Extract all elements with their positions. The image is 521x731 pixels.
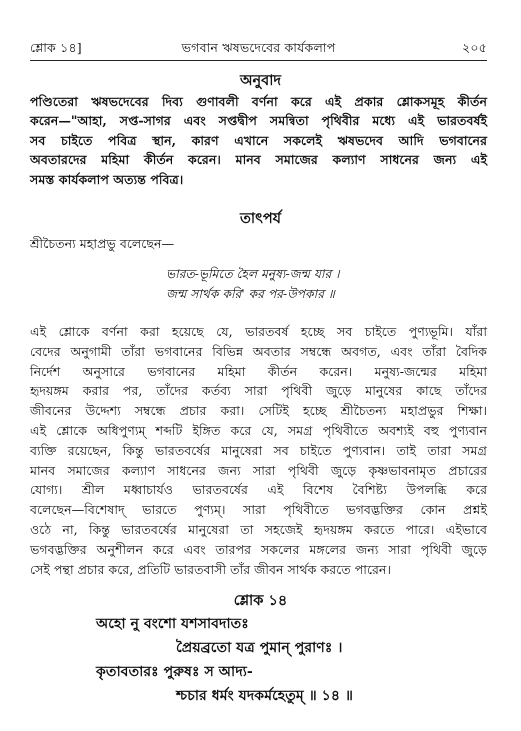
purport-line: বেদের অনুগামী তাঁরা ভগবানের বিভিন্ন অবতার সম্বন্ধে অবগত, এবং তাঁরা বৈদিক [30,343,487,359]
purport-line: এই শ্লোকে অধিপুণ্যম্ শব্দটি ইঙ্গিত করে যে, সমগ্র পৃথিবীতে অবশ্যই বহু পুণ্যবান [30,422,487,438]
purport-line: এই শ্লোকে বর্ণনা করা হয়েছে যে, ভারতবর্ষ হচ্ছে সব চাইতে পুণ্যভূমি। যাঁরা [30,324,487,339]
verse-line: কৃতাবতারঃ পুরুষঃ স আদ্য- [96,664,253,680]
translation-heading: অনুবাদ [239,72,282,89]
purport-quote [166,264,340,304]
purport-line: ব্যক্তি রয়েছেন, কিন্তু ভারতবর্ষের মানুষেরা সব চাইতে পুণ্যবান। তাই তারা সমগ্র [30,442,487,458]
purport-line: ভগবদ্ভক্তির অনুশীলন করে এবং তারপর সকলের মঙ্গলের জন্য সারা পৃথিবী জুড়ে [30,541,487,557]
translation-line: সব চাইতে পবিত্র স্থান, কারণ এখানে সকলেই ঋষভদেব আদি ভগবানের [30,132,487,148]
header-verse-ref: শ্লোক ১৪] [30,40,82,55]
purport-line: বলেছেন—বিশেষাদ্ ভারতে পুণ্যম্। সারা পৃথিবীতে ভগবদ্ভক্তির কোন প্রশ্নই [30,502,487,518]
purport-text [30,322,487,579]
purport-line: ওঠে না, কিন্তু ভারতবর্ষের মানুষেরা তা সহজেই হৃদয়ঙ্গম করতে পারে। এইভাবে [30,521,487,537]
header-chapter-title: ভগবান ঋষভদেবের কার্যকলাপ [181,40,336,55]
purport-line: হৃদয়ঙ্গম করার পর, তাঁদের কর্তব্য সারা পৃথিবী জুড়ে মানুষের কাছে তাঁদের [30,383,487,399]
header-page-number: ২০৫ [462,40,487,55]
header-divider [30,60,487,61]
purport-line: জীবনের উদ্দেশ্য সম্বন্ধে প্রচার করা। সেটিই হচ্ছে শ্রীচৈতন্য মহাপ্রভুর শিক্ষা। [30,403,487,419]
verse-line: প্রৈয়ব্রতো যত্র পুমান্ পুরাণঃ । [176,640,343,656]
purport-line: যোগ্য। শ্রীল মধ্বাচার্যও ভারতবর্ষের এই বিশেষ বৈশিষ্ট্য উপলব্ধি করে [30,482,487,498]
translation-line: সমস্ত কার্যকলাপ অত্যন্ত পবিত্র। [30,171,184,187]
verse-line: শ্চচার ধর্মং যদকর্মহেতুম্ ॥ ১৪ ॥ [176,688,354,704]
purport-line: সেই পন্থা প্রচার করে, প্রতিটি ভারতবাসী তাঁর জীবন সার্থক করতে পারেন। [30,561,391,577]
verse-heading: শ্লোক ১৪ [233,592,288,609]
quote-line: ভারত-ভূমিতে হৈল মনুষ্য-জন্ম যার । [166,267,340,281]
purport-line: মানব সমাজের কল্যাণ সাধনের জন্য সারা পৃথিবী জুড়ে কৃষ্ণভাবনামৃত প্রচারের [30,462,487,478]
translation-line: অবতারদের মহিমা কীর্তন করেন। মানব সমাজের কল্যাণ সাধনের জন্য এই [30,152,487,168]
translation-text [30,92,487,189]
translation-line: পণ্ডিতেরা ঋষভদেবের দিব্য গুণাবলী বর্ণনা করে এই প্রকার শ্লোকসমূহ কীর্তন [30,94,487,109]
translation-line: করেন—"আহা, সপ্ত-সাগর এবং সপ্তদ্বীপ সমন্বিতা পৃথিবীর মধ্যে এই ভারতবর্ষই [30,113,487,129]
purport-line: নির্দেশ অনুসারে ভগবানের মহিমা কীর্তন করেন। মনুষ্য-জন্মের মহিমা [30,363,487,379]
purport-intro: শ্রীচৈতন্য মহাপ্রভু বলেছেন— [30,236,175,251]
quote-line: জন্ম সার্থক করি' কর পর-উপকার ॥ [166,287,335,301]
purport-heading: তাৎপর্য [239,210,282,227]
verse-line: অহো নু বংশো যশসাবদাতঃ [96,616,249,632]
